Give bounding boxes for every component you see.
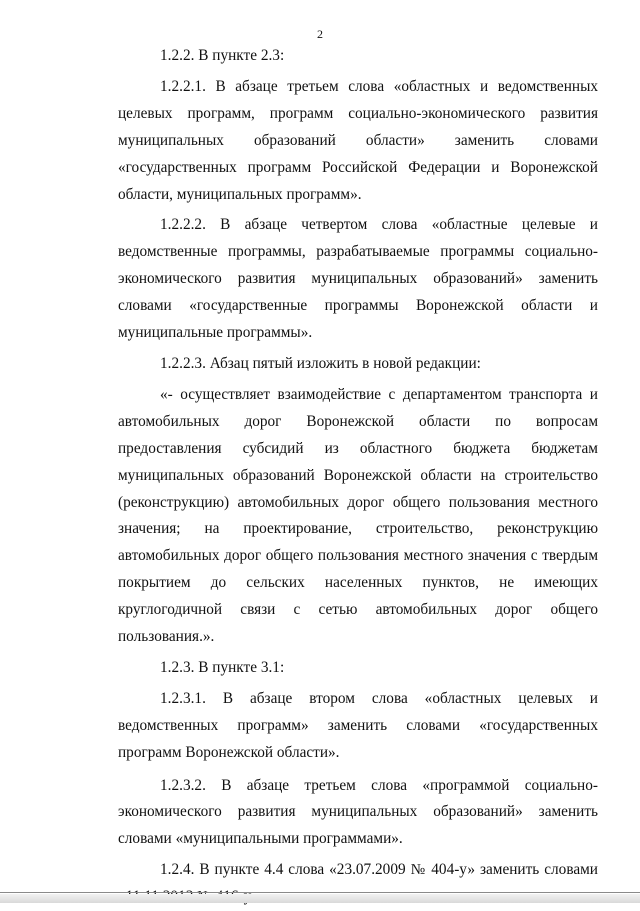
scan-edge-shadow: [0, 894, 640, 903]
paragraph-1-2-2-2: 1.2.2.2. В абзаце четвертом слова «областные целевые и ведомственные программы, разрабатываемые программы социально-экономического развития муниципальных образований» заменить словами «государственные программы Воронежской области и муниципальные программы».: [118, 216, 598, 342]
paragraph-1-2-4: 1.2.4. В пункте 4.4 слова «23.07.2009 № 404-у» заменить словами: [160, 861, 598, 879]
quoted-new-text: «- осуществляет взаимодействие с департаментом транспорта и автомобильных дорог Воронежской области по вопросам предоставления субсидий из областного бюджета бюджетам муниципальных образований Воронежской области на строительство (реконструкцию) автомобильных дорог общего пользования местного значения; на проектирование, строительство, реконструкцию автомобильных дорог общего пользования местного значения с твердым покрытием до сельских населенных пунктов, не имеющих круглогодичной связи с сетью автомобильных дорог общего пользования.».: [118, 385, 598, 646]
paragraph-1-2-3-1: 1.2.3.1. В абзаце втором слова «областных целевых и ведомственных программ» заменить словами «государственных программ Воронежской области».: [118, 689, 598, 761]
paragraph-1-2-2-1: 1.2.2.1. В абзаце третьем слова «областных и ведомственных целевых программ, программ социально-экономического развития муниципальных образований области» заменить словами «государственных программ Российской Федерации и Воронежской области, муниципальных программ».: [118, 77, 598, 203]
paragraph-1-2-3: 1.2.3. В пункте 3.1:: [160, 658, 285, 676]
paragraph-1-2-2-3: 1.2.2.3. Абзац пятый изложить в новой редакции:: [160, 354, 481, 372]
paragraph-1-2-2: 1.2.2. В пункте 2.3:: [160, 47, 285, 64]
page-number: 2: [317, 27, 323, 41]
scan-edge-line: [0, 892, 640, 893]
document-body: [118, 43, 598, 911]
paragraph-1-2-3-2: 1.2.3.2. В абзаце третьем слова «программой социально-экономического развития муниципальных образований» заменить словами «муниципальными программами».: [118, 776, 598, 848]
